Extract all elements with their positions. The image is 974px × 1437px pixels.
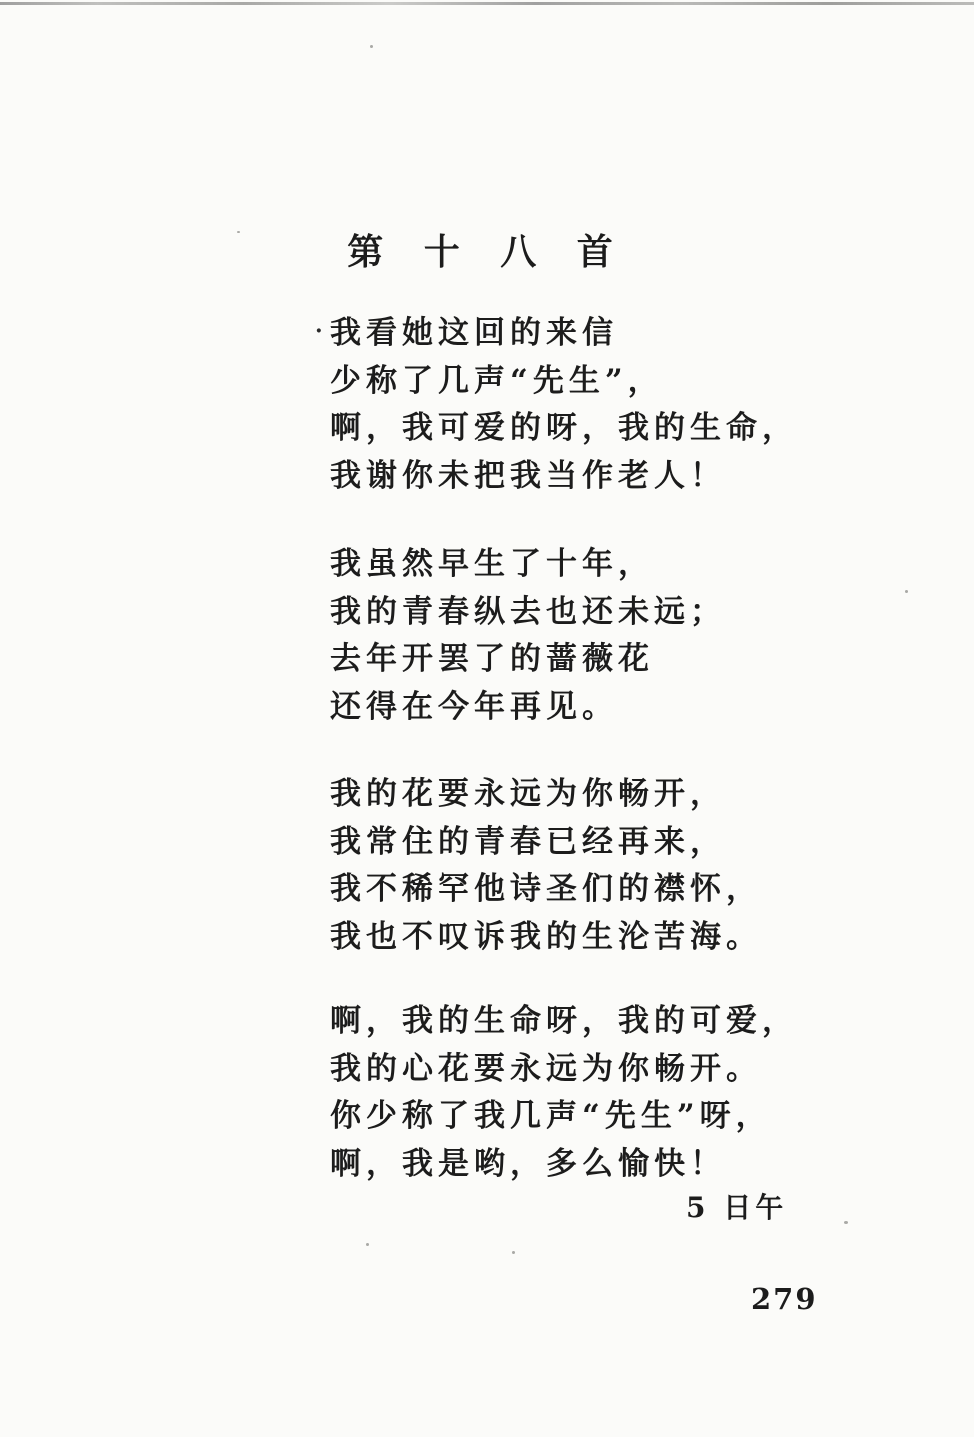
page-number: 279 — [751, 1282, 818, 1316]
poem-line: 我虽然早生了十年， — [330, 546, 654, 582]
stanza-4 — [330, 998, 798, 1188]
poem-line: 我的花要永远为你畅开， — [330, 776, 726, 812]
poem-line: 少称了几声“先生”， — [330, 362, 664, 399]
scan-speck — [237, 231, 240, 233]
scan-speck — [512, 1251, 515, 1254]
ink-dot-mark: · — [315, 318, 323, 344]
poem-line: 我谢你未把我当作老人！ — [330, 457, 726, 494]
poem-line: 啊，我的生命呀，我的可爱， — [330, 1003, 798, 1039]
poem-title: 第 十 八 首 — [347, 231, 627, 273]
scan-edge-line — [0, 2, 974, 5]
poem-line: 啊，我是哟，多么愉快！ — [330, 1145, 726, 1182]
poem-line: 我也不叹诉我的生沦苦海。 — [330, 918, 762, 955]
stanza-3 — [330, 771, 762, 961]
poem-line: 还得在今年再见。 — [330, 688, 618, 725]
stanza-2 — [330, 541, 726, 731]
poem-line: 去年开罢了的蔷薇花 — [330, 641, 654, 677]
date-signature: 5 日午 — [686, 1191, 788, 1224]
scan-speck — [844, 1221, 848, 1224]
scan-speck — [905, 590, 908, 593]
poem-line: 我常住的青春已经再来， — [330, 823, 726, 860]
poem-line: 我看她这回的来信 — [330, 315, 618, 351]
scan-speck — [370, 45, 373, 48]
poem-line: 我的心花要永远为你畅开。 — [330, 1050, 762, 1087]
poem-line: 你少称了我几声“先生”呀， — [330, 1098, 772, 1134]
stanza-1 — [330, 310, 798, 500]
poem-line: 啊，我可爱的呀，我的生命， — [330, 410, 798, 446]
poem-line: 我的青春纵去也还未远； — [330, 593, 726, 630]
scan-speck — [366, 1243, 369, 1246]
poem-line: 我不稀罕他诗圣们的襟怀， — [330, 871, 762, 907]
